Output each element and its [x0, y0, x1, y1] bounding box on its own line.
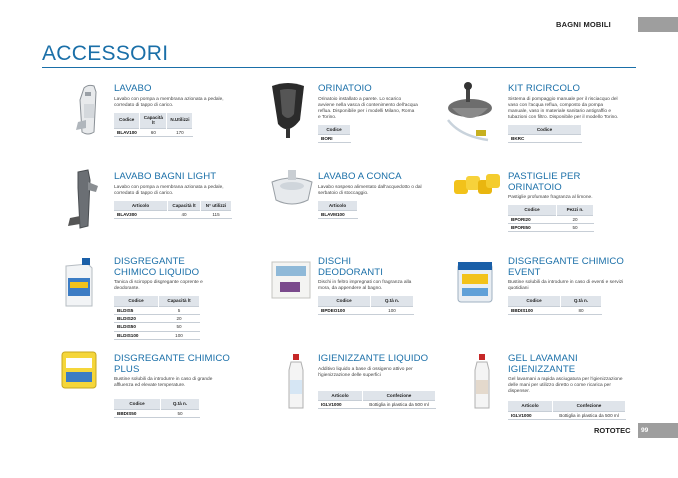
product-name: DISCHI DEODORANTI [318, 256, 383, 278]
product-name: ORINATOIO [318, 83, 372, 94]
table-row: BBDIS100 80 [508, 306, 602, 314]
spec-table [508, 296, 602, 315]
product-name: LAVABO BAGNI LIGHT [114, 171, 217, 182]
col-header: Codice [508, 205, 557, 215]
section-label: BAGNI MOBILI [556, 20, 611, 29]
table-row: BPORI50 50 [508, 223, 594, 231]
product-disgregante-plus [114, 354, 244, 418]
table-row: BLAVM100 [318, 211, 358, 219]
product-name: KIT RICIRCOLO [508, 83, 581, 94]
table-row: BLDIS5 5 [114, 306, 200, 314]
product-description: Orinatoio installato a parete. Lo scarico avviene nella vasca di contenimento dell'acqua reflua. Disponibile per i modelli Milano, Roma e Torino. [318, 96, 418, 120]
product-pastiglie [508, 172, 628, 232]
spec-table [508, 401, 626, 420]
table-row: IGLV1000 Bottiglia in plastica da 500 ml [318, 401, 436, 409]
table-row: BBDIS50 50 [114, 409, 200, 417]
spec-table [318, 296, 414, 315]
dischi-deodoranti-image [270, 258, 314, 302]
product-lavabo-bagni-light [114, 172, 234, 219]
table-row: BLDIS50 50 [114, 323, 200, 331]
col-header: Pezzi n. [557, 205, 594, 215]
product-description: Lavabo con pompa a membrana azionata a pedale, corredato di tappo di carico. [114, 96, 224, 108]
product-description: Sistema di pompaggio manuale per il risciacquo del vaso con l'acqua reflua, composto da pompa manuale, vaso in materiale sanitario antigraffio e tubazioni con filtro. Disponibile per il modello Torino. [508, 96, 619, 120]
col-header: Q.tà n. [561, 296, 602, 306]
product-name: DISGREGANTE CHIMICO EVENT [508, 256, 624, 278]
table-row: BORI [318, 135, 351, 143]
product-lavabo [114, 84, 224, 137]
disgregante-event-image [456, 258, 496, 306]
header-tab [638, 17, 678, 32]
col-header: Q.tà n. [371, 296, 414, 306]
product-name: LAVABO [114, 83, 152, 94]
product-description: Bustine solubili da introdurre in caso di grande affluenza ed elevate temperature. [114, 377, 213, 388]
table-row: IGLV1000 Bottiglia in plastica da 500 ml [508, 411, 626, 419]
spec-table [114, 399, 200, 418]
col-header: Codice [114, 296, 159, 306]
title-rule [42, 67, 636, 68]
gel-lavamani-image [472, 352, 492, 412]
product-name: PASTIGLIE PER ORINATOIO [508, 171, 581, 193]
kit-ricircolo-image [440, 80, 496, 150]
spec-table [114, 113, 193, 137]
product-description: Lavabo con pompa a membrana azionata a pedale, corredato di tappo di carico. [114, 184, 224, 196]
spec-table [114, 201, 232, 220]
product-description: Tanica di sciroppo disgregante coprente e deodorante. [114, 280, 203, 291]
table-row: BKRC [508, 135, 582, 143]
product-lavabo-a-conca [318, 172, 428, 219]
col-header: Q.tà n. [161, 399, 200, 409]
product-disgregante-event [508, 257, 624, 315]
spec-table [508, 125, 582, 144]
col-header: Codice [508, 296, 561, 306]
col-header: Articolo [318, 391, 363, 401]
product-dischi-deodoranti [318, 257, 418, 315]
col-header: Codice [318, 125, 351, 135]
col-header: Codice [114, 399, 161, 409]
product-name: LAVABO A CONCA [318, 171, 402, 182]
spec-table [114, 296, 200, 340]
col-header: Capacità lt [140, 113, 167, 129]
disgregante-plus-image [60, 350, 100, 392]
col-header: Articolo [114, 201, 168, 211]
col-header: Articolo [508, 401, 553, 411]
igienizzante-liquido-image [286, 352, 306, 412]
product-disgregante-liquido [114, 257, 222, 340]
col-header: Confezione [553, 401, 626, 411]
table-row: BPORI20 20 [508, 215, 594, 223]
product-orinatoio [318, 84, 418, 143]
col-header: Codice [114, 113, 140, 129]
table-row: BLDIS20 20 [114, 314, 200, 322]
orinatoio-image [266, 80, 310, 142]
page-title: ACCESSORI [42, 42, 169, 65]
lavabo-bagni-light-image [66, 168, 104, 232]
product-name: DISGREGANTE CHIMICO PLUS [114, 353, 230, 375]
col-header: Articolo [318, 201, 358, 211]
col-header: Codice [318, 296, 371, 306]
spec-table [318, 391, 436, 410]
product-name: DISGREGANTE CHIMICO LIQUIDO [114, 256, 200, 278]
col-header: Confezione [363, 391, 436, 401]
col-header: N.Utilizzi [167, 113, 193, 129]
lavabo-a-conca-image [268, 168, 316, 208]
product-igienizzante-liquido [318, 354, 442, 409]
product-description: Bustine solubili da introdurre in caso di eventi e servizi quotidiani [508, 280, 624, 291]
product-description: Additivo liquido a base di ossigeno attivo per l'igienizzazione delle superfici [318, 366, 413, 378]
product-description: Gel lavamani a rapida asciugatura per l'igienizzazione delle mani per utilizzo diretto o come ricarica per dispenser. [508, 377, 623, 394]
col-header: Codice [508, 125, 582, 135]
page-number: 99 [638, 423, 678, 438]
product-name: IGIENIZZANTE LIQUIDO [318, 353, 429, 364]
table-row: BLDIS100 100 [114, 331, 200, 339]
product-gel-lavamani [508, 354, 636, 420]
col-header: Capacità lt [168, 201, 201, 211]
spec-table [318, 125, 351, 144]
product-description: Pastiglie profumate fragranza al limone. [508, 195, 593, 200]
pastiglie-image [452, 170, 502, 200]
table-row: BLAV100 60 170 [114, 128, 193, 136]
lavabo-image [70, 82, 108, 138]
product-name: GEL LAVAMANI IGIENIZZANTE [508, 353, 578, 375]
col-header: N° utilizzi [201, 201, 232, 211]
product-description: Lavabo sospeso alimentato dall'acquedotto o dal serbatoio di stoccaggio. [318, 184, 422, 196]
product-kit-ricircolo [508, 84, 620, 143]
table-row: BPDEO100 100 [318, 306, 414, 314]
product-description: Dischi in feltro impregnati con fragranza alla mora, da appendere al bagno. [318, 280, 412, 291]
spec-table [508, 205, 594, 232]
disgregante-liquido-image [62, 254, 96, 310]
table-row: BLAV300 40 115 [114, 211, 232, 219]
footer-brand: ROTOTEC [594, 426, 631, 435]
spec-table [318, 201, 358, 220]
col-header: Capacità lt [159, 296, 200, 306]
